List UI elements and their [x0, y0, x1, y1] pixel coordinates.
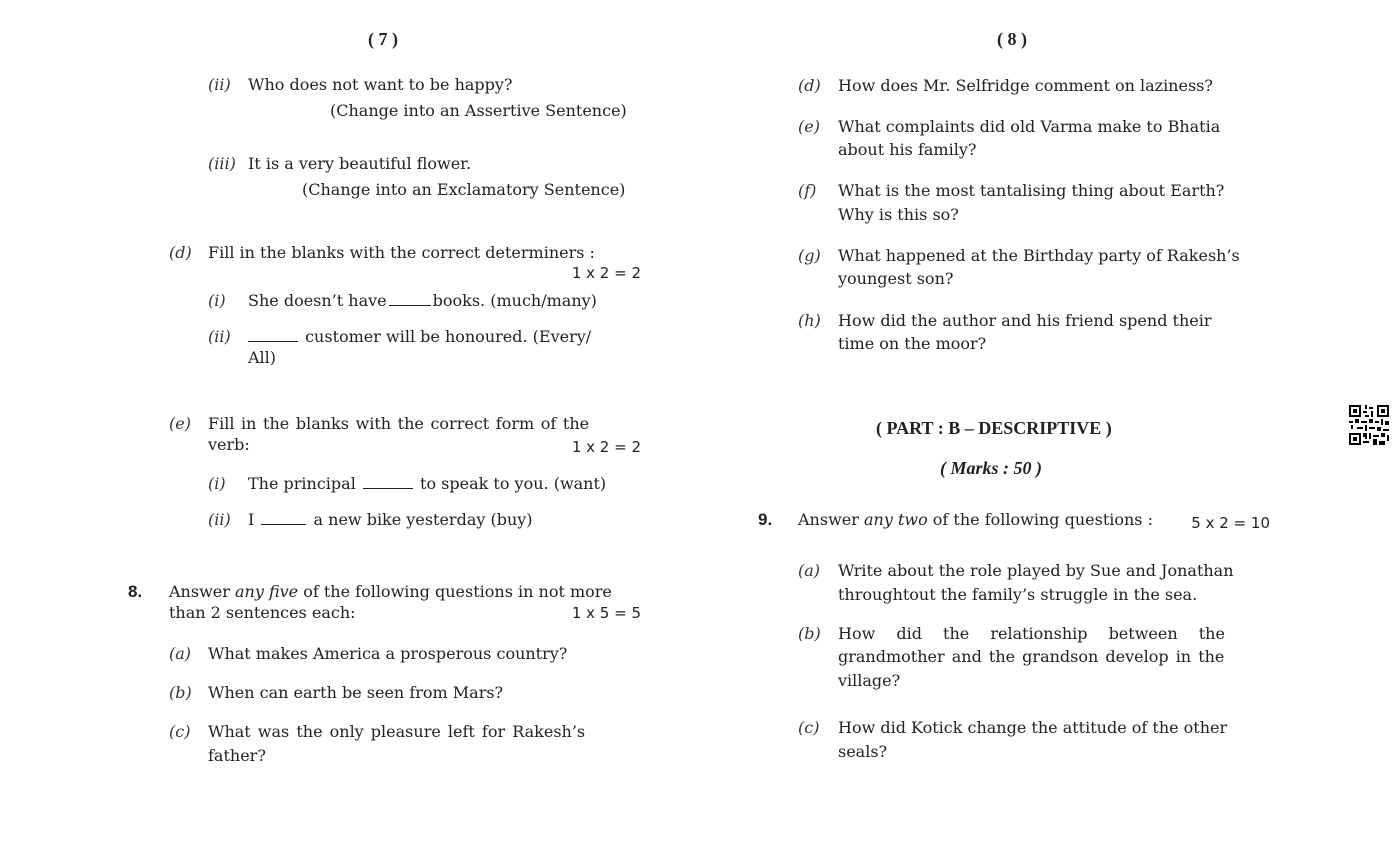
item-label: (ii)	[208, 75, 231, 94]
qr-code-icon	[1349, 405, 1389, 445]
item-label: (d)	[169, 243, 192, 262]
item-label: (ii)	[208, 327, 231, 346]
question-text: Who does not want to be happy?	[248, 75, 513, 94]
marks-text: 1 x 5 = 5	[571, 604, 641, 622]
blank-sentence	[248, 472, 606, 495]
marks-text: 1 x 2 = 2	[571, 264, 641, 282]
item-label: (ii)	[208, 510, 231, 529]
question-text-line2: grandmother and the grandson develop in the	[838, 647, 1225, 666]
blank-sentence	[248, 289, 597, 312]
question-number: 8.	[128, 582, 143, 601]
item-label: (b)	[169, 683, 192, 702]
sentence-start: She doesn’t have	[248, 291, 387, 310]
marks-text: 5 x 2 = 10	[1191, 514, 1270, 532]
blank-line	[248, 340, 298, 342]
item-label: (b)	[798, 624, 821, 643]
item-label: (f)	[798, 181, 817, 200]
question-text-line2: Why is this so?	[838, 205, 959, 224]
sentence-end: customer will be honoured. (Every/	[305, 327, 592, 346]
question-text: How did the relationship between the	[838, 624, 1225, 643]
item-label: (i)	[208, 474, 226, 493]
question-text: How did Kotick change the attitude of the other	[838, 718, 1228, 737]
page-number-right: ( 8 )	[997, 29, 1027, 49]
instruction-text: (Change into an Exclamatory Sentence)	[302, 180, 626, 199]
blank-line	[363, 487, 413, 489]
question-text: What makes America a prosperous country?	[208, 644, 568, 663]
question-intro-line2: than 2 sentences each:	[169, 603, 356, 622]
item-label: (i)	[208, 291, 226, 310]
intro-emphasis: any two	[863, 510, 928, 529]
question-text: When can earth be seen from Mars?	[208, 683, 504, 702]
sentence-start: I	[248, 510, 255, 529]
blank-sentence	[248, 325, 591, 348]
question-intro	[169, 580, 612, 603]
item-label: (a)	[798, 561, 821, 580]
question-text-line2: throughtout the family’s struggle in the sea.	[838, 585, 1198, 604]
question-intro	[798, 508, 1153, 531]
sentence-end: to speak to you. (want)	[420, 474, 607, 493]
question-text: What happened at the Birthday party of Rakesh’s	[838, 246, 1240, 265]
question-number: 9.	[758, 510, 773, 529]
intro-emphasis: any five	[234, 582, 299, 601]
item-label: (a)	[169, 644, 192, 663]
intro-start: Answer	[798, 510, 864, 529]
item-label: (g)	[798, 246, 821, 265]
blank-line	[389, 304, 431, 306]
sentence-end: a new bike yesterday (buy)	[313, 510, 533, 529]
blank-line	[261, 523, 306, 525]
question-text: It is a very beautiful flower.	[248, 154, 472, 173]
sentence-start: The principal	[248, 474, 356, 493]
item-label: (h)	[798, 311, 821, 330]
question-text-line2: father?	[208, 746, 266, 765]
intro-end: of the following questions :	[927, 510, 1153, 529]
part-marks: ( Marks : 50 )	[940, 458, 1042, 478]
question-text: How does Mr. Selfridge comment on laziness?	[838, 76, 1213, 95]
question-text: What is the most tantalising thing about Earth?	[838, 181, 1225, 200]
question-text: What was the only pleasure left for Rakesh’s	[208, 722, 586, 741]
intro-end: of the following questions in not more	[298, 582, 612, 601]
part-heading: ( PART : B – DESCRIPTIVE )	[876, 418, 1112, 438]
question-text: How did the author and his friend spend their	[838, 311, 1212, 330]
page-number-left: ( 7 )	[368, 29, 398, 49]
item-label: (d)	[798, 76, 821, 95]
question-text-line3: village?	[838, 671, 901, 690]
blank-sentence	[248, 508, 533, 531]
item-label: (e)	[169, 414, 191, 433]
question-text-line2: time on the moor?	[838, 334, 987, 353]
question-text: Fill in the blanks with the correct form of the	[208, 414, 590, 433]
question-text-line2: about his family?	[838, 140, 977, 159]
item-label: (iii)	[208, 154, 236, 173]
item-label: (e)	[798, 117, 820, 136]
sentence-end: books. (much/many)	[432, 291, 597, 310]
instruction-text: (Change into an Assertive Sentence)	[330, 101, 627, 120]
item-label: (c)	[798, 718, 820, 737]
question-text: What complaints did old Varma make to Bhatia	[838, 117, 1221, 136]
question-text-line2: verb:	[208, 435, 250, 454]
intro-start: Answer	[169, 582, 235, 601]
question-text-line2: seals?	[838, 742, 888, 761]
item-label: (c)	[169, 722, 191, 741]
marks-text: 1 x 2 = 2	[571, 438, 641, 456]
question-text-line2: youngest son?	[838, 269, 954, 288]
sentence-continuation: All)	[248, 348, 277, 367]
question-text: Write about the role played by Sue and Jonathan	[838, 561, 1234, 580]
question-text: Fill in the blanks with the correct determiners :	[208, 243, 595, 262]
